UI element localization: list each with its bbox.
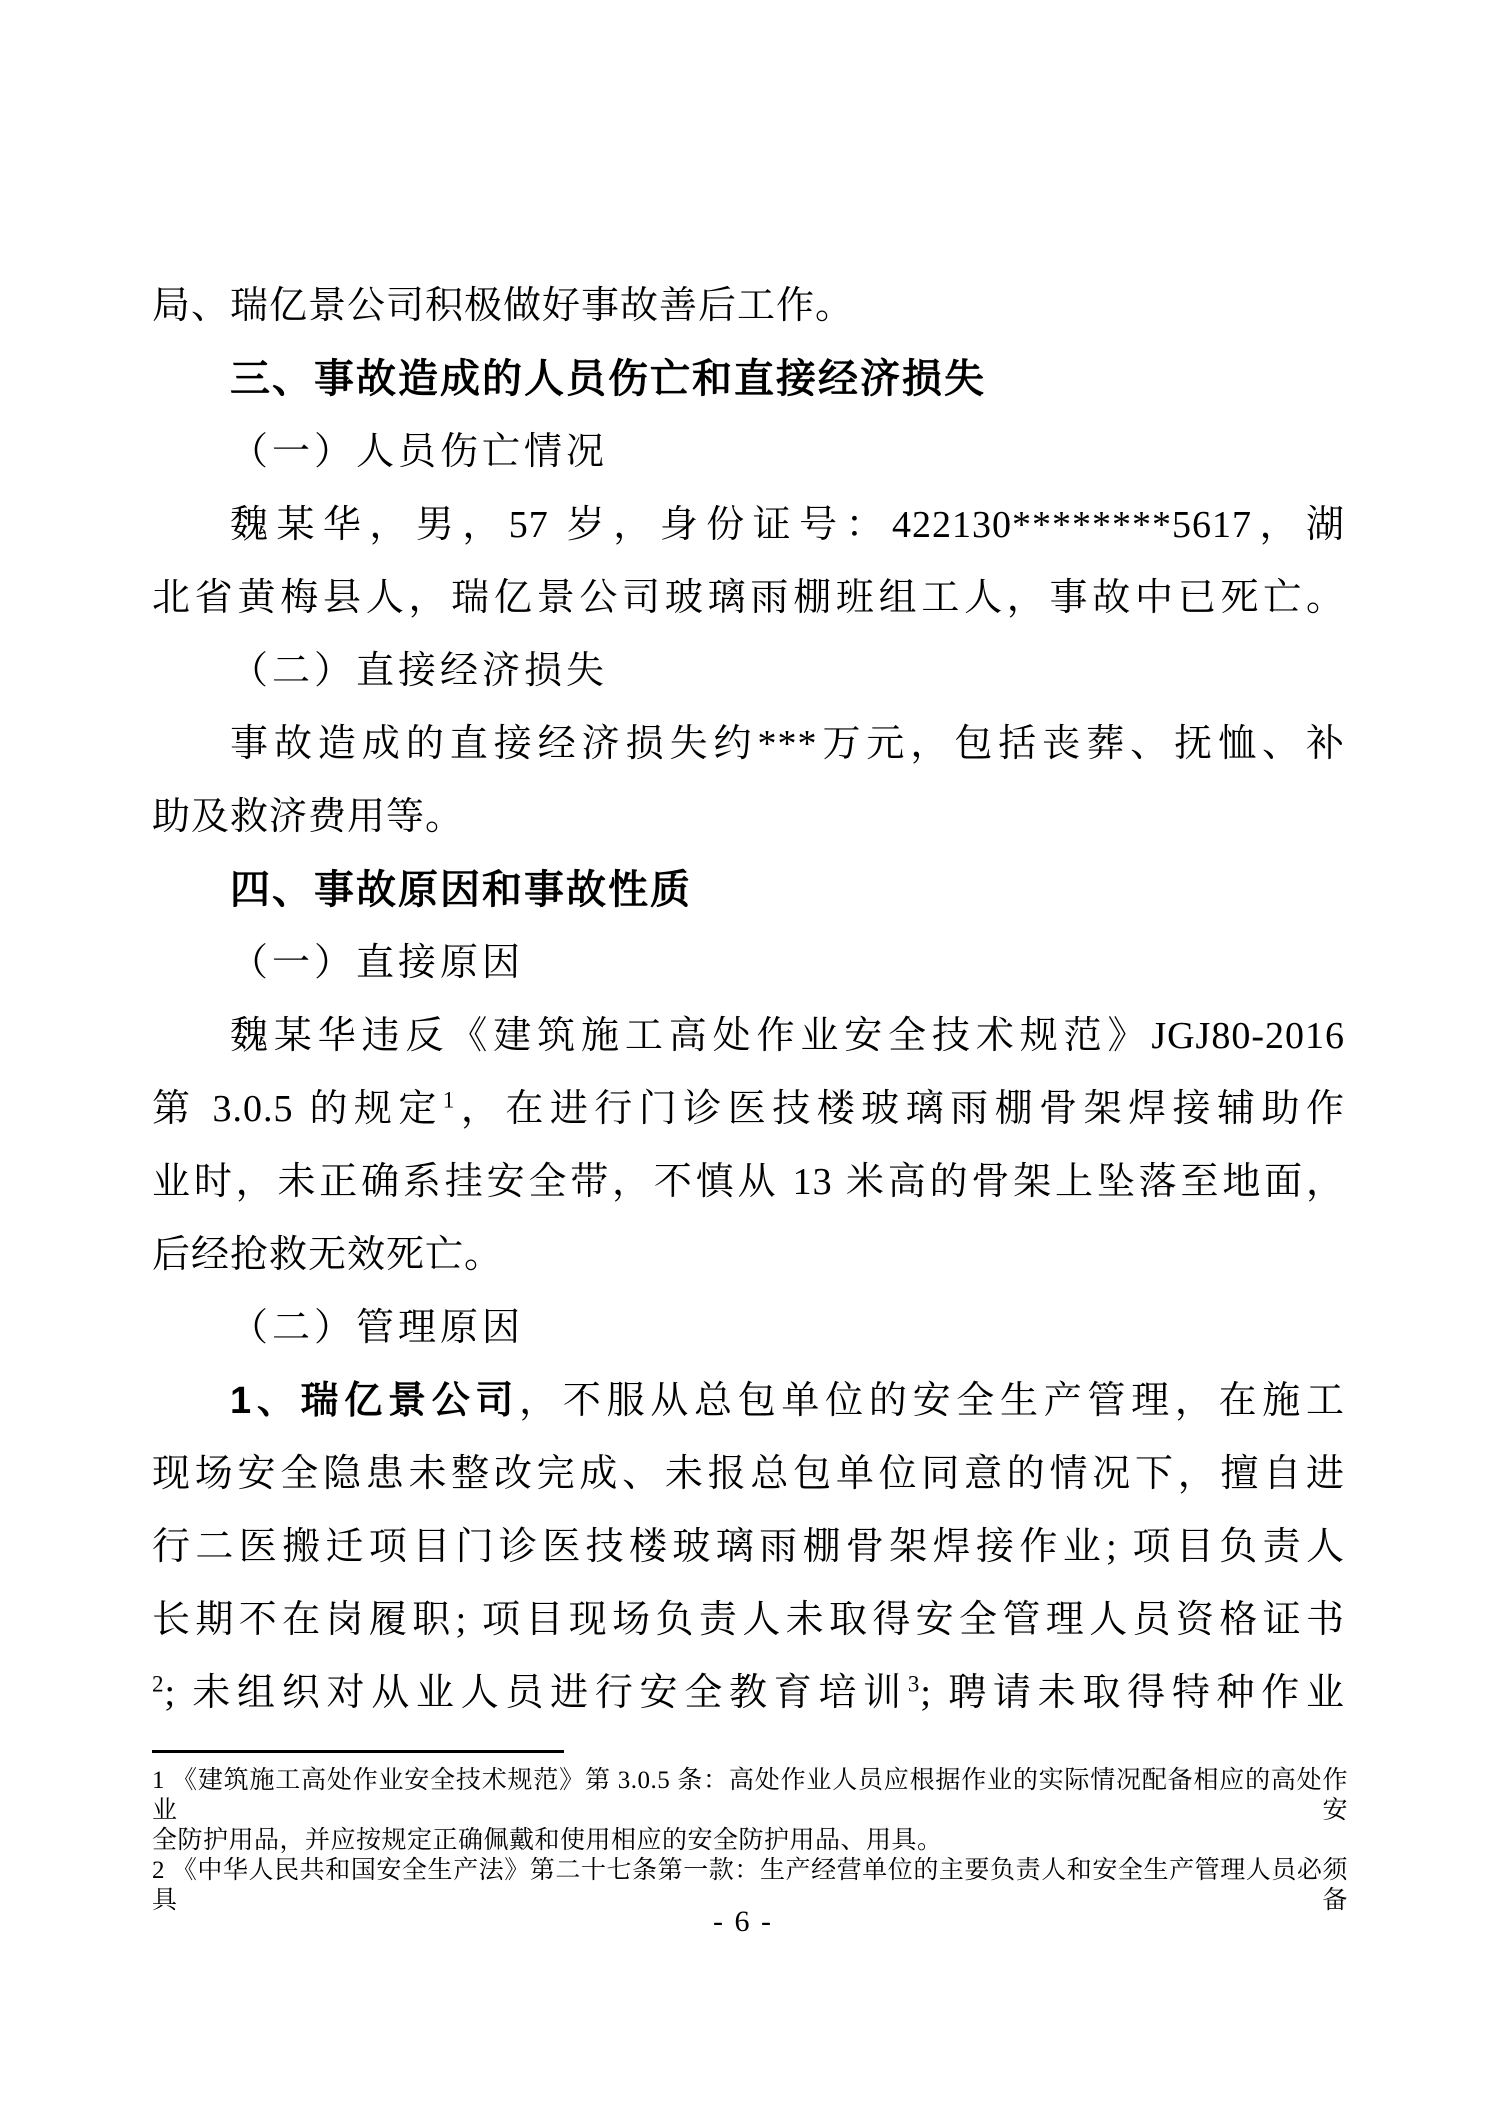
text-line — [152, 270, 1345, 343]
footnote-ref: 3 — [907, 1671, 921, 1697]
text-line — [152, 1073, 1345, 1146]
text-run: （一）直接原因 — [230, 942, 525, 984]
text-run: 魏某华违反《建筑施工高处作业安全技术规范》JGJ80-2016 — [230, 1015, 1345, 1057]
text-run: 现场安全隐患未整改完成、未报总包单位同意的情况下，擅自进 — [152, 1453, 1345, 1495]
page-number: - 6 - — [713, 1905, 773, 1938]
text-line — [152, 635, 1345, 708]
text-run: （二）管理原因 — [230, 1307, 525, 1349]
text-run: 后经抢救无效死亡。 — [152, 1234, 504, 1276]
text-run: ; 未组织对从业人员进行安全教育培训 — [164, 1672, 908, 1714]
text-run: 魏某华，男，57 岁，身份证号：422130********5617，湖 — [230, 504, 1345, 546]
text-line — [152, 781, 1345, 854]
text-line — [152, 1657, 1345, 1730]
text-run: 局、瑞亿景公司积极做好事故善后工作。 — [152, 285, 855, 327]
footnote-line: 2 《中华人民共和国安全生产法》第二十七条第一款：生产经营单位的主要负责人和安全生产管理人员必须具备 — [152, 1857, 1348, 1914]
footnote-separator — [152, 1750, 564, 1753]
text-run: ，不服从总包单位的安全生产管理，在施工 — [519, 1380, 1345, 1422]
text-run: 助及救济费用等。 — [152, 796, 465, 838]
text-line — [152, 489, 1345, 562]
text-run: 行二医搬迁项目门诊医技楼玻璃雨棚骨架焊接作业; 项目负责人 — [152, 1526, 1345, 1568]
text-run: 业时，未正确系挂安全带，不慎从 13 米高的骨架上坠落至地面， — [152, 1161, 1345, 1203]
footnote-ref: 1 — [442, 1087, 456, 1113]
text-run: ; 聘请未取得特种作业 — [920, 1672, 1345, 1714]
footnote-line: 全防护用品，并应按规定正确佩戴和使用相应的安全防护用品、用具。 — [152, 1827, 943, 1854]
text-line — [152, 1292, 1345, 1365]
section-heading — [152, 854, 1345, 927]
footnotes — [152, 1766, 1348, 1916]
text-run: ，在进行门诊医技楼玻璃雨棚骨架焊接辅助作 — [455, 1088, 1345, 1130]
text-line — [152, 1438, 1345, 1511]
footnote-line: 1 《建筑施工高处作业安全技术规范》第 3.0.5 条：高处作业人员应根据作业的实际情况配备相应的高处作业安 — [152, 1767, 1348, 1824]
footnote-ref: 2 — [152, 1671, 165, 1697]
text-line — [152, 1365, 1345, 1438]
section-heading — [152, 343, 1345, 416]
text-run: （二）直接经济损失 — [230, 650, 609, 692]
text-line — [152, 1219, 1345, 1292]
text-line — [152, 708, 1345, 781]
bold-run: 1、瑞亿景公司 — [230, 1380, 520, 1422]
text-line — [152, 927, 1345, 1000]
text-run: 四、事故原因和事故性质 — [230, 868, 692, 912]
text-line — [152, 562, 1345, 635]
text-run: （一）人员伤亡情况 — [230, 431, 609, 473]
document-body — [152, 270, 1345, 1730]
text-line — [152, 1511, 1345, 1584]
text-line — [152, 1000, 1345, 1073]
text-line — [152, 1584, 1345, 1657]
text-run: 第 3.0.5 的规定 — [152, 1088, 443, 1130]
text-run: 北省黄梅县人，瑞亿景公司玻璃雨棚班组工人，事故中已死亡。 — [152, 577, 1345, 619]
text-line — [152, 1146, 1345, 1219]
text-run: 三、事故造成的人员伤亡和直接经济损失 — [230, 357, 986, 401]
text-run: 长期不在岗履职; 项目现场负责人未取得安全管理人员资格证书 — [152, 1599, 1345, 1641]
text-line — [152, 416, 1345, 489]
text-run: 事故造成的直接经济损失约***万元，包括丧葬、抚恤、补 — [230, 723, 1345, 765]
